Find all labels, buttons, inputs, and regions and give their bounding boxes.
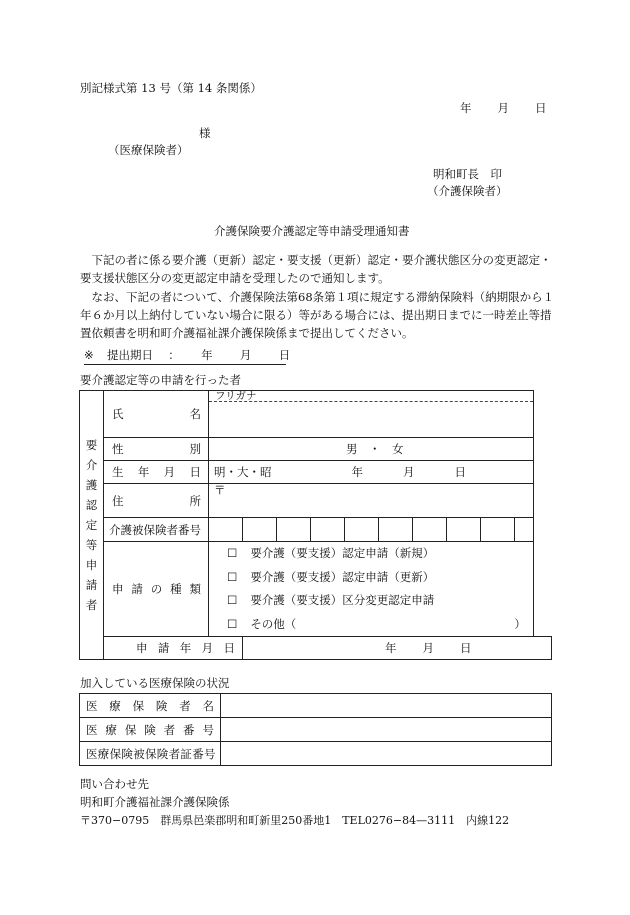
side-char: 護 <box>85 478 98 492</box>
insurer-number-label: 医 療 保 険 者 番 号 <box>86 722 214 737</box>
issue-date <box>460 100 547 116</box>
sex-row <box>80 438 552 461</box>
request-option-renewal[interactable]: ☐ 要介護（要支援）認定申請（更新） <box>227 569 435 584</box>
issue-date-day: 日 <box>535 101 547 115</box>
notice-paragraph-2 <box>80 288 554 342</box>
side-char: 等 <box>85 538 98 552</box>
notice-line: 年６か月以上納付していない場合に限る）等がある場合には、提出期日までに一時差止等措 <box>80 308 552 322</box>
request-date-year: 年 <box>385 641 397 655</box>
card-number-row <box>80 742 552 766</box>
notice-line: なお、下記の者について、介護保険法第68条第１項に規定する滞納保険料（納期限から１ <box>80 290 555 304</box>
notice-paragraph-1 <box>80 251 552 287</box>
insurer-name-label: 医 療 保 険 者 名 <box>86 698 214 713</box>
notice-line: 置依頼書を明和町介護福祉課介護保険係まで提出してください。 <box>80 326 414 340</box>
address-row <box>80 484 552 518</box>
recipient-honorific: 様 <box>199 126 211 140</box>
insurer-name-label-cell <box>80 694 221 718</box>
deadline-year: 年 <box>201 348 213 362</box>
name-label: 氏 名 <box>112 407 201 421</box>
submission-deadline <box>84 347 291 365</box>
birthdate-label-cell <box>104 461 209 484</box>
side-char: 介 <box>85 458 98 472</box>
insurance-section-heading: 加入している医療保険の状況 <box>80 676 230 690</box>
deadline-mark: ※ <box>84 348 94 362</box>
sender-role: （介護保険者） <box>427 184 508 198</box>
side-char: 認 <box>85 498 98 512</box>
side-char: 定 <box>85 518 98 532</box>
notice-line: 下記の者に係る要介護（更新）認定・要支援（更新）認定・要介護状態区分の変更認定・ <box>80 253 552 267</box>
card-number-label-cell <box>80 742 221 766</box>
document-title: 介護保険要介護認定等申請受理通知書 <box>214 224 410 238</box>
birthdate-month: 月 <box>403 465 415 479</box>
insured-number-digit[interactable] <box>515 518 534 542</box>
birthdate-label: 生 年 月 日 <box>112 465 201 479</box>
deadline-colon: ： <box>168 348 180 362</box>
request-date-day: 日 <box>460 641 472 655</box>
request-option-change[interactable]: ☐ 要介護（要支援）区分変更認定申請 <box>227 593 435 607</box>
contact-address: 〒370−0795 群馬県邑楽郡明和町新里250番地1 TEL0276−84—3111 内線122 <box>80 814 510 827</box>
deadline-month: 月 <box>239 348 252 362</box>
request-date-month: 月 <box>422 641 434 655</box>
birthdate-field[interactable] <box>209 461 534 484</box>
issue-date-month: 月 <box>497 101 509 115</box>
card-number-field[interactable] <box>221 742 552 766</box>
address-label: 住 所 <box>112 493 201 508</box>
issue-date-year: 年 <box>460 101 472 115</box>
insured-number-digit[interactable] <box>481 518 515 542</box>
deadline-day: 日 <box>278 348 291 362</box>
birthdate-year: 年 <box>351 465 363 479</box>
insured-number-digit[interactable] <box>447 518 481 542</box>
side-char: 者 <box>85 598 98 612</box>
insured-number-digit[interactable] <box>209 518 243 542</box>
form-reference: 別記様式第 13 号（第 14 条関係） <box>80 81 262 95</box>
side-char: 請 <box>85 578 98 592</box>
insured-number-digit[interactable] <box>277 518 311 542</box>
request-date-label-cell <box>104 637 243 660</box>
card-number-label: 医療保険被保険者証番号 <box>86 746 216 761</box>
insured-number-label-cell <box>104 518 209 542</box>
request-option-new[interactable]: ☐ 要介護（要支援）認定申請（新規） <box>227 546 435 560</box>
request-type-row <box>80 542 552 637</box>
applicant-side-label <box>80 435 103 615</box>
notice-line: 要支援状態区分の変更認定申請を受理したので通知します。 <box>80 271 390 285</box>
name-label-cell <box>104 391 209 438</box>
insurance-table <box>79 693 552 766</box>
sex-label: 性 別 <box>112 442 201 456</box>
applicant-section-heading: 要介護認定等の申請を行った者 <box>80 373 241 387</box>
insured-number-digit[interactable] <box>379 518 413 542</box>
side-char: 申 <box>85 558 98 572</box>
request-type-label-cell <box>104 542 209 637</box>
request-date-row <box>80 637 552 660</box>
checkbox-icon[interactable]: ☐ <box>227 569 238 584</box>
postal-mark: 〒 <box>214 483 226 497</box>
request-type-label: 申 請 の 種 類 <box>112 582 201 596</box>
insurer-number-row <box>80 718 552 742</box>
insurer-name-row <box>80 694 552 718</box>
address-field[interactable] <box>209 484 534 518</box>
deadline-label: 提出期日 <box>106 348 153 362</box>
insurer-number-label-cell <box>80 718 221 742</box>
address-label-cell <box>104 484 209 518</box>
birthdate-era: 明・大・昭 <box>214 465 272 479</box>
sex-options: 男 ・ 女 <box>346 442 404 456</box>
furigana-label: フリガナ <box>209 391 533 402</box>
insured-number-digit[interactable] <box>413 518 447 542</box>
request-option-other[interactable]: ☐ その他（ ） <box>227 616 526 631</box>
insurer-name-field[interactable] <box>221 694 552 718</box>
sender-name: 明和町長 印 <box>433 167 502 181</box>
name-field[interactable] <box>209 391 534 438</box>
contact-heading: 問い合わせ先 <box>80 777 149 791</box>
request-date-field[interactable] <box>243 637 552 660</box>
birthdate-row <box>80 461 552 484</box>
applicant-side-label-cell <box>80 391 104 660</box>
insured-number-digit[interactable] <box>311 518 345 542</box>
checkbox-icon[interactable]: ☐ <box>227 616 238 631</box>
insured-number-label: 介護被保険者番号 <box>109 522 201 537</box>
request-type-options <box>209 542 534 637</box>
applicant-table <box>79 390 552 660</box>
birthdate-day: 日 <box>454 465 466 479</box>
name-row <box>80 391 552 438</box>
sex-field[interactable] <box>209 438 534 461</box>
insured-number-row <box>80 518 552 542</box>
insurer-number-field[interactable] <box>221 718 552 742</box>
request-date-label: 申 請 年 月 日 <box>136 641 235 655</box>
contact-office: 明和町介護福祉課介護保険係 <box>80 795 230 809</box>
recipient-role: （医療保険者） <box>108 143 189 157</box>
sex-label-cell <box>104 438 209 461</box>
checkbox-icon[interactable]: ☐ <box>227 546 238 560</box>
insured-number-digit[interactable] <box>345 518 379 542</box>
checkbox-icon[interactable]: ☐ <box>227 593 238 607</box>
side-char: 要 <box>85 438 98 452</box>
insured-number-digit[interactable] <box>243 518 277 542</box>
